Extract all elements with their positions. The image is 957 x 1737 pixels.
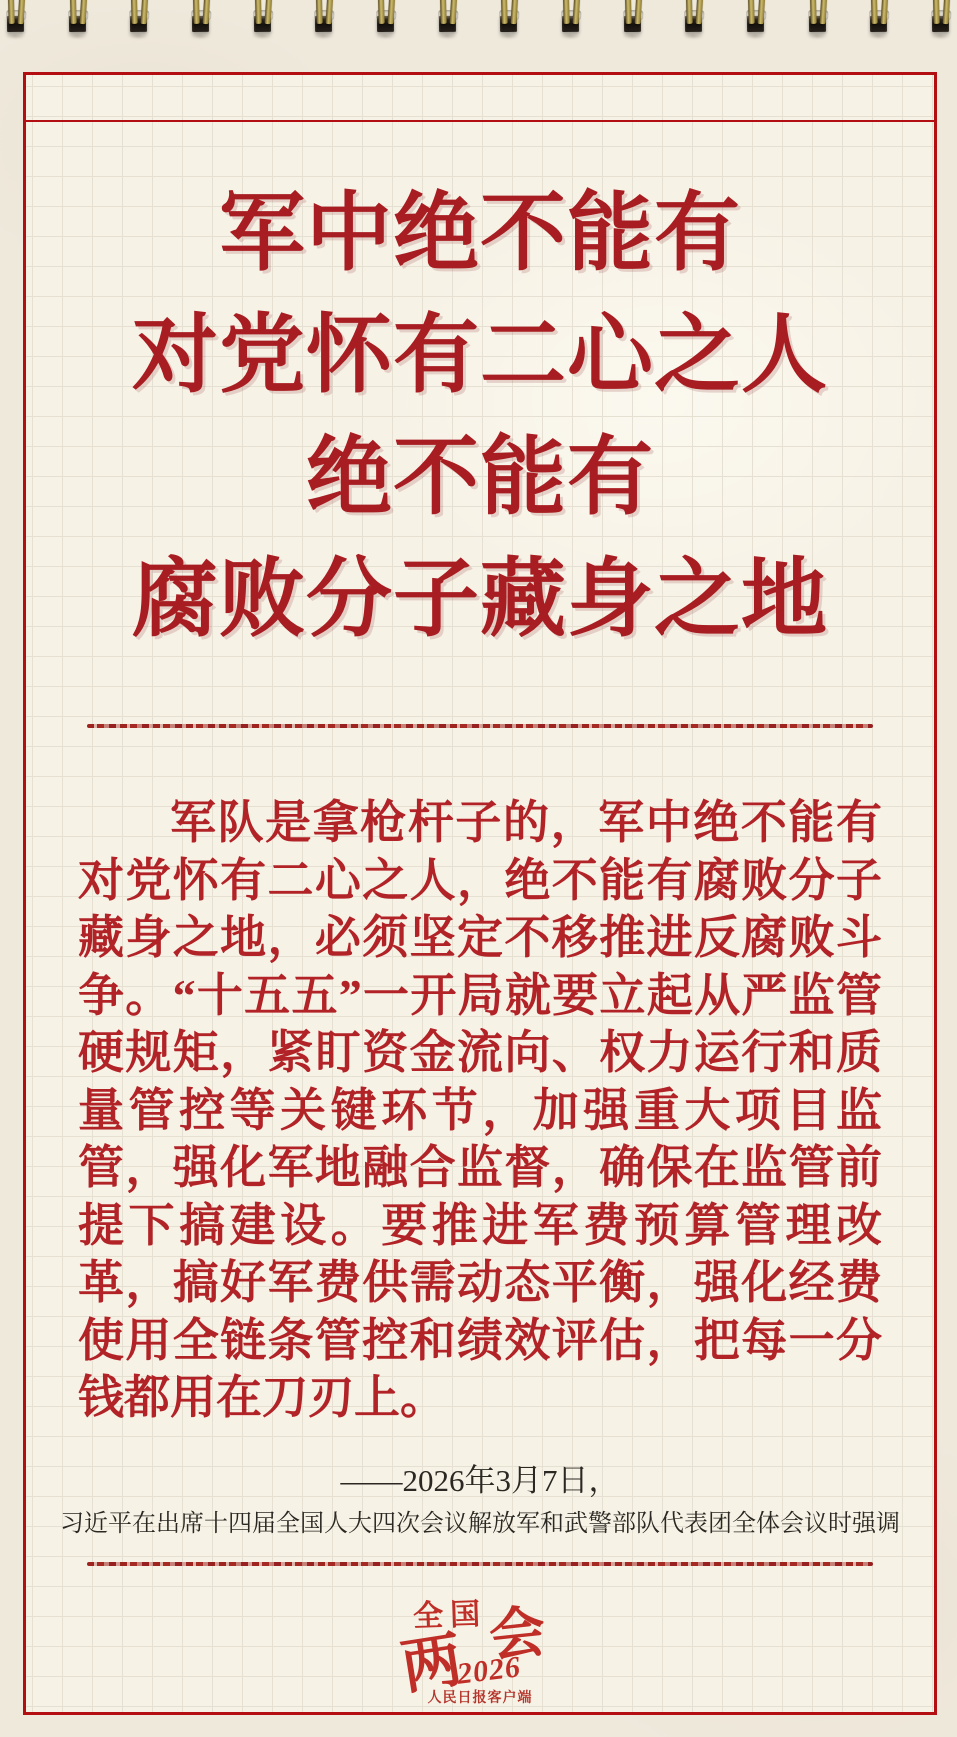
two-sessions-logo [395,1590,565,1708]
separator-bottom [87,1562,873,1566]
headline-line-2: 对党怀有二心之人 [132,307,828,403]
attribution-source: 习近平在出席十四届全国人大四次会议解放军和武警部队代表团全体会议时强调 [60,1510,900,1537]
headline-line-3: 绝不能有 [306,429,654,525]
logo-client-label: 人民日报客户端 [427,1690,533,1706]
attribution-date: ——2026年3月7日， [340,1462,620,1498]
binder-ring-icon [189,0,212,46]
binder-ring-icon [868,0,891,46]
headline [26,172,934,660]
header-band [26,75,934,122]
binder-ring-icon [621,0,644,46]
headline-line-4: 腐败分子藏身之地 [132,551,828,647]
separator-top [87,724,873,728]
binder-ring-icon [4,0,27,46]
binder-ring-icon [128,0,151,46]
note-paper-frame [23,72,937,1715]
binder-ring-icon [66,0,89,46]
binder-ring-icon [436,0,459,46]
logo-quanguo-label: 全国 [412,1597,488,1633]
binder-ring-icon [744,0,767,46]
binder-ring-icon [374,0,397,46]
binder-ring-icon [498,0,521,46]
binder-ring-icon [313,0,336,46]
binder-ring-icon [251,0,274,46]
headline-line-1: 军中绝不能有 [219,185,741,281]
quote-paragraph: 军队是拿枪杆子的，军中绝不能有对党怀有二心之人，绝不能有腐败分子藏身之地，必须坚定不移推进反腐败斗争。“十五五”一开局就要立起从严监管硬规矩，紧盯资金流向、权力运行和质量管控等关键环节，加强重大项目监管，强化军地融合监督，确保在监管前提下搞建设。要推进军费预算管理改革，搞好军费供需动态平衡，强化经费使用全链条管控和绩效评估，把每一分钱都用在刀刃上。 [78,797,882,1423]
logo-hui-character: 会 [486,1600,549,1669]
binder-ring-icon [929,0,952,46]
binder-ring-icon [559,0,582,46]
binder-ring-icon [683,0,706,46]
spiral-binding [0,0,957,46]
logo-year: 2026 [455,1649,523,1691]
logo-liang-character: 两 [396,1626,467,1701]
binder-ring-icon [806,0,829,46]
